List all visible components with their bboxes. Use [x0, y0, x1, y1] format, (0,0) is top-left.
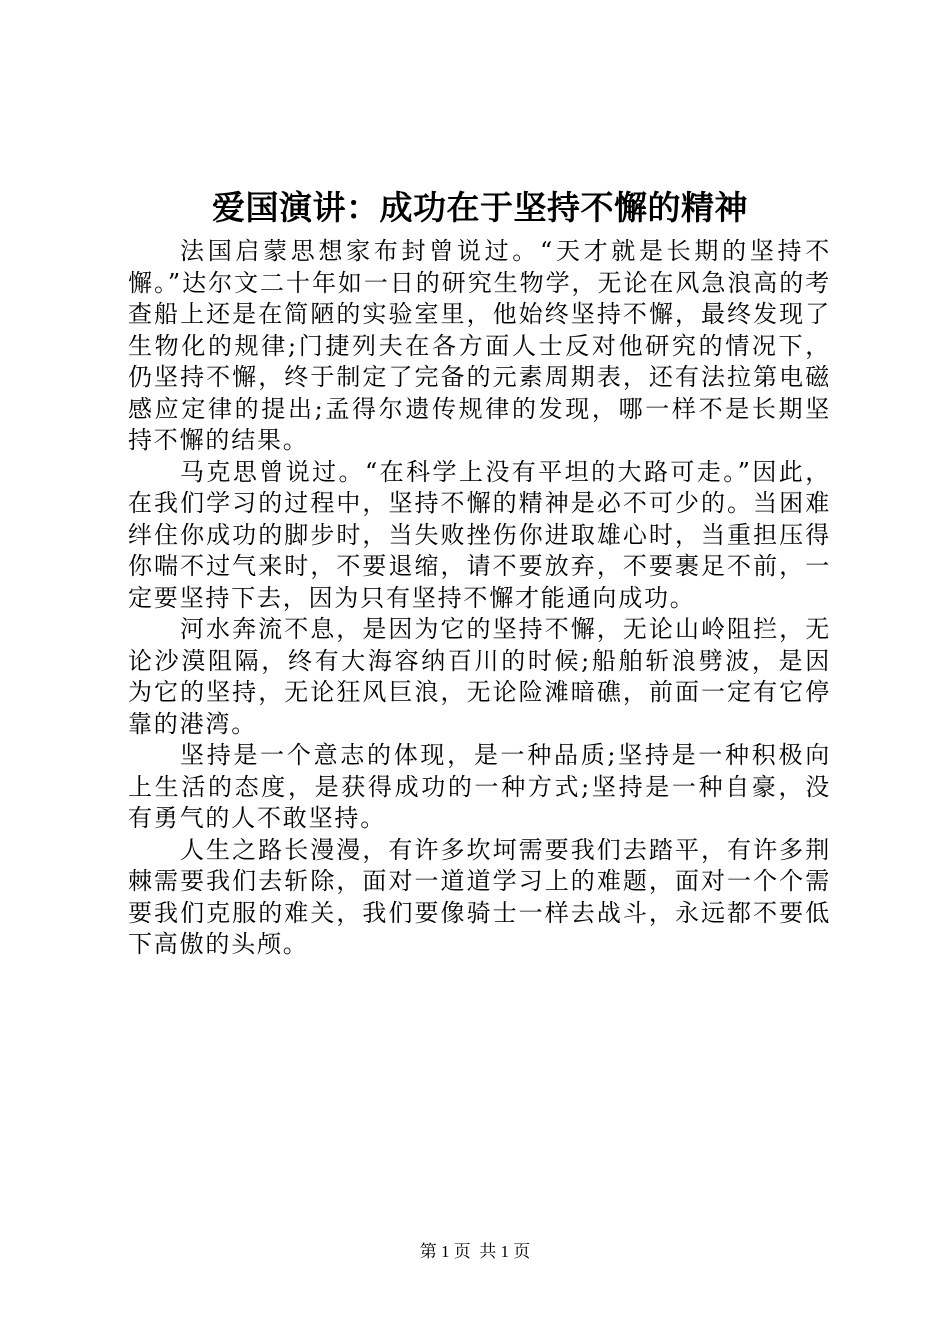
- paragraph-3: 河水奔流不息，是因为它的坚持不懈，无论山岭阻拦，无论沙漠阻隔，终有大海容纳百川的时候;船舶斩浪劈波，是因为它的坚持，无论狂风巨浪，无论险滩暗礁，前面一定有它停靠的港湾。: [128, 615, 831, 738]
- page-footer: 第 1 页 共 1 页: [419, 1242, 531, 1261]
- document-body: [128, 236, 831, 961]
- paragraph-1: 法国启蒙思想家布封曾说过。“天才就是长期的坚持不懈。”达尔文二十年如一日的研究生物学，无论在风急浪高的考查船上还是在简陋的实验室里，他始终坚持不懈，最终发现了生物化的规律;门捷列夫在各方面人士反对他研究的情况下，仍坚持不懈，终于制定了完备的元素周期表，还有法拉第电磁感应定律的提出;孟得尔遗传规律的发现，哪一样不是长期坚持不懈的结果。: [128, 237, 831, 454]
- document-title: 爱国演讲：成功在于坚持不懈的精神: [212, 188, 748, 227]
- paragraph-5: 人生之路长漫漫，有许多坎坷需要我们去踏平，有许多荆棘需要我们去斩除，面对一道道学习上的难题，面对一个个需要我们克服的难关，我们要像骑士一样去战斗，永远都不要低下高傲的头颅。: [128, 835, 831, 958]
- paragraph-4: 坚持是一个意志的体现，是一种品质;坚持是一种积极向上生活的态度，是获得成功的一种方式;坚持是一种自豪，没有勇气的人不敢坚持。: [128, 741, 831, 832]
- paragraph-2: 马克思曾说过。“在科学上没有平坦的大路可走。”因此，在我们学习的过程中，坚持不懈的精神是必不可少的。当困难绊住你成功的脚步时，当失败挫伤你进取雄心时，当重担压得你喘不过气来时，不要退缩，请不要放弃，不要裹足不前，一定要坚持下去，因为只有坚持不懈才能通向成功。: [128, 457, 831, 612]
